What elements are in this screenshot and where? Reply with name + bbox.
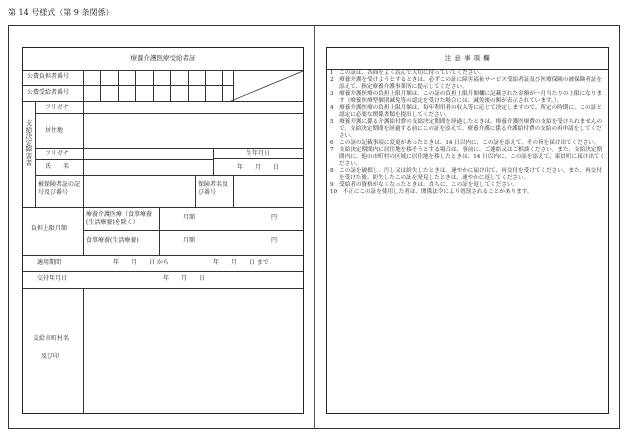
note-item: 7 支給決定期間内に居住地を移そうとする場合は、事前に、ご連絡又はご相談ください。また、支給決定期間内に、他の市町村の区域に居住地を移したときは、14 日以内に、この証を添えて、東員町に届け出てください。 <box>330 147 606 167</box>
notes-title: 注 意 事 項 欄 <box>327 48 608 70</box>
insured-card-label: 被保険者証の記号及び番号 <box>38 181 81 196</box>
limit-item-meal: 食事療養(生活療養) <box>86 237 139 244</box>
municipality-label: 支給市町村名 <box>33 335 70 342</box>
note-item: 8 この証を破損し、汚し又は紛失したときは、速やかに届け出て、再交付を受けてください。また、再交付を受けた後、紛失したこの証を発見したときは、速やかに返してください。 <box>330 168 602 181</box>
burden-limit-label: 負担上限月額 <box>31 225 68 232</box>
note-item: 1 この証は、各面をよく読んで大切に持っていてください。 <box>330 70 485 76</box>
fold-line <box>314 25 315 429</box>
note-item: 5 療養介護に係る介護給付費の支給決定期間を経過したときは、療養介護医療費の支給を受けられませんので、支給決定期間を経過する前にこの証を添えて、療養介護に係る介護給付費の支給の再申請をしてください。 <box>330 119 603 139</box>
limit-item-medical: 療養介護医療（食事療養(生活療養)を除く） <box>86 211 153 226</box>
period-label: 適用期間 <box>37 259 62 266</box>
limit-monthly-label-2: 月額 <box>183 237 196 244</box>
furigana-label-2: フリガナ <box>45 150 69 157</box>
certificate-title: 療養介護医療受給者証 <box>130 54 196 62</box>
limit-yen-1: 円 <box>271 214 278 221</box>
limit-monthly-label-1: 月額 <box>183 214 196 221</box>
name-label: 氏 名 <box>45 163 70 170</box>
recipient-side-label: 支給決定障害者 <box>25 119 33 167</box>
birth-date-label: 生年月日 <box>245 150 270 157</box>
note-item: 6 この証の記載事項に変更があったときは、14 日以内に、この証を添えて、その旨を届け出てください。 <box>330 140 600 146</box>
furigana-label-1: フリガナ <box>45 104 69 111</box>
limit-yen-2: 円 <box>271 237 278 244</box>
issue-date-value: 年 月 日 <box>163 275 206 282</box>
address-label: 居住地 <box>45 127 64 134</box>
notes-list <box>330 70 606 196</box>
certificate-form <box>22 47 304 414</box>
birth-date-value: 年 月 日 <box>236 164 279 171</box>
insurer-name-label: 保険者名及び番号 <box>198 181 229 196</box>
issue-date-label: 交付年月日 <box>37 275 68 282</box>
notes-panel <box>326 47 609 414</box>
period-from: 年 月 日 から <box>113 259 169 266</box>
note-item: 3 療養介護医療の負担上限月額は、この証の負担上限月額欄に記載された金額が一月当たりの上限になります（療養医療型個別減免等の認定を受けた場合には、減免後の額が表示されています。）。 <box>330 91 603 104</box>
period-to: 年 月 日 まで <box>213 259 269 266</box>
seal-label: 及び印 <box>41 353 60 360</box>
form-number: 第 14 号様式（第 9 条関係） <box>8 8 114 17</box>
recipient-number-label: 公費受給者番号 <box>27 89 70 96</box>
note-item: 10 不正にこの証を使用した者は、関係法令により処罰されることがあります。 <box>330 189 533 195</box>
note-item: 4 療養介護医療の負担上限月額は、毎年利用者の収入等に応じて決定しますので、所定の時期に、この証と認定に必要な関係書類を提出してください。 <box>330 105 602 118</box>
note-item: 2 療養介護を受けようとするときは、必ずこの証に障害福祉サービス受給者証及び医療保険の被保険者証を添えて、指定療養介護事業所に提示してください。 <box>330 77 603 90</box>
note-item: 9 受給者の資格がなくなったときは、直ちに、この証を返してください。 <box>330 182 519 188</box>
insurer-number-label: 公費負担者番号 <box>27 73 70 80</box>
